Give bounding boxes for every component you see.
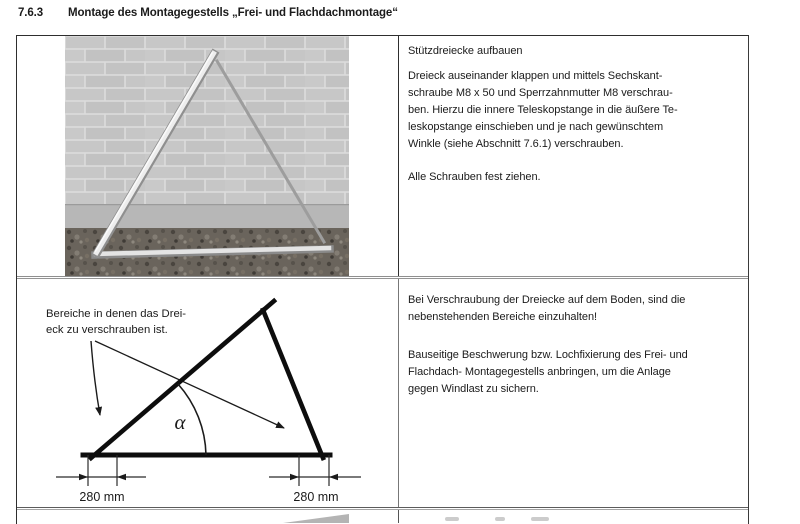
arrow-left-area — [91, 341, 100, 415]
dimension-left — [56, 455, 146, 486]
section-number: 7.6.3 — [18, 7, 44, 19]
support-triangle-photo — [65, 36, 349, 276]
dimension-right — [269, 455, 361, 486]
cell-screwing-notes — [399, 279, 748, 507]
dimension-right-label: 280 mm — [293, 490, 339, 504]
instruction-note: Alle Schrauben fest ziehen. — [408, 171, 541, 183]
screwing-note: Bei Verschraubung der Dreiecke auf dem Boden, sind die nebenstehenden Bereiche einzuhalten! — [408, 294, 686, 323]
instruction-table — [16, 35, 749, 524]
clipped-text-fragment — [445, 517, 459, 521]
concrete-plinth — [65, 204, 349, 230]
triangle-dimension-diagram — [17, 279, 399, 507]
cell-partial-text — [399, 510, 748, 523]
cell-instructions — [399, 36, 748, 276]
instruction-paragraph: Dreieck auseinander klappen und mittels Sechskant- schraube M8 x 50 und Sperrzahnmutter M8 verschrau- ben. Hierzu die innere Teleskopstange in die äußere Te- leskopstange einschieben und je nach gewünschtem Winkle (siehe Abschnitt 7.6.1) verschrauben. — [408, 70, 678, 150]
clipped-text-fragment — [495, 517, 505, 521]
svg-text:eck zu verschrauben ist.: eck zu verschrauben ist. — [46, 324, 168, 336]
partial-roof-shape — [283, 513, 349, 523]
cell-diagram — [17, 279, 399, 507]
table-row-partial — [17, 510, 748, 523]
callout-arrows — [91, 341, 284, 428]
triangle-right-strut — [263, 310, 323, 458]
arrow-right-area — [95, 341, 284, 428]
dimension-left-label: 280 mm — [79, 490, 125, 504]
clipped-text-fragment — [531, 517, 549, 521]
svg-text:Bereiche in denen das Drei-: Bereiche in denen das Drei- — [46, 308, 187, 320]
table-row-assembly — [17, 36, 748, 276]
instruction-heading: Stützdreiecke aufbauen — [408, 45, 523, 57]
windload-note: Bauseitige Beschwerung bzw. Lochfixierung des Frei- und Flachdach- Montagegestells anbringen, um die Anlage gegen Windlast zu sichern. — [408, 349, 688, 395]
alpha-symbol: α — [174, 410, 186, 434]
cell-partial-diagram — [17, 510, 399, 523]
callout-label — [46, 308, 186, 336]
section-title: Montage des Montagegestells „Frei- und Flachdachmontage“ — [68, 7, 398, 19]
section-header — [18, 7, 398, 19]
table-row-screwing-areas — [17, 279, 748, 507]
cell-photo — [17, 36, 399, 276]
